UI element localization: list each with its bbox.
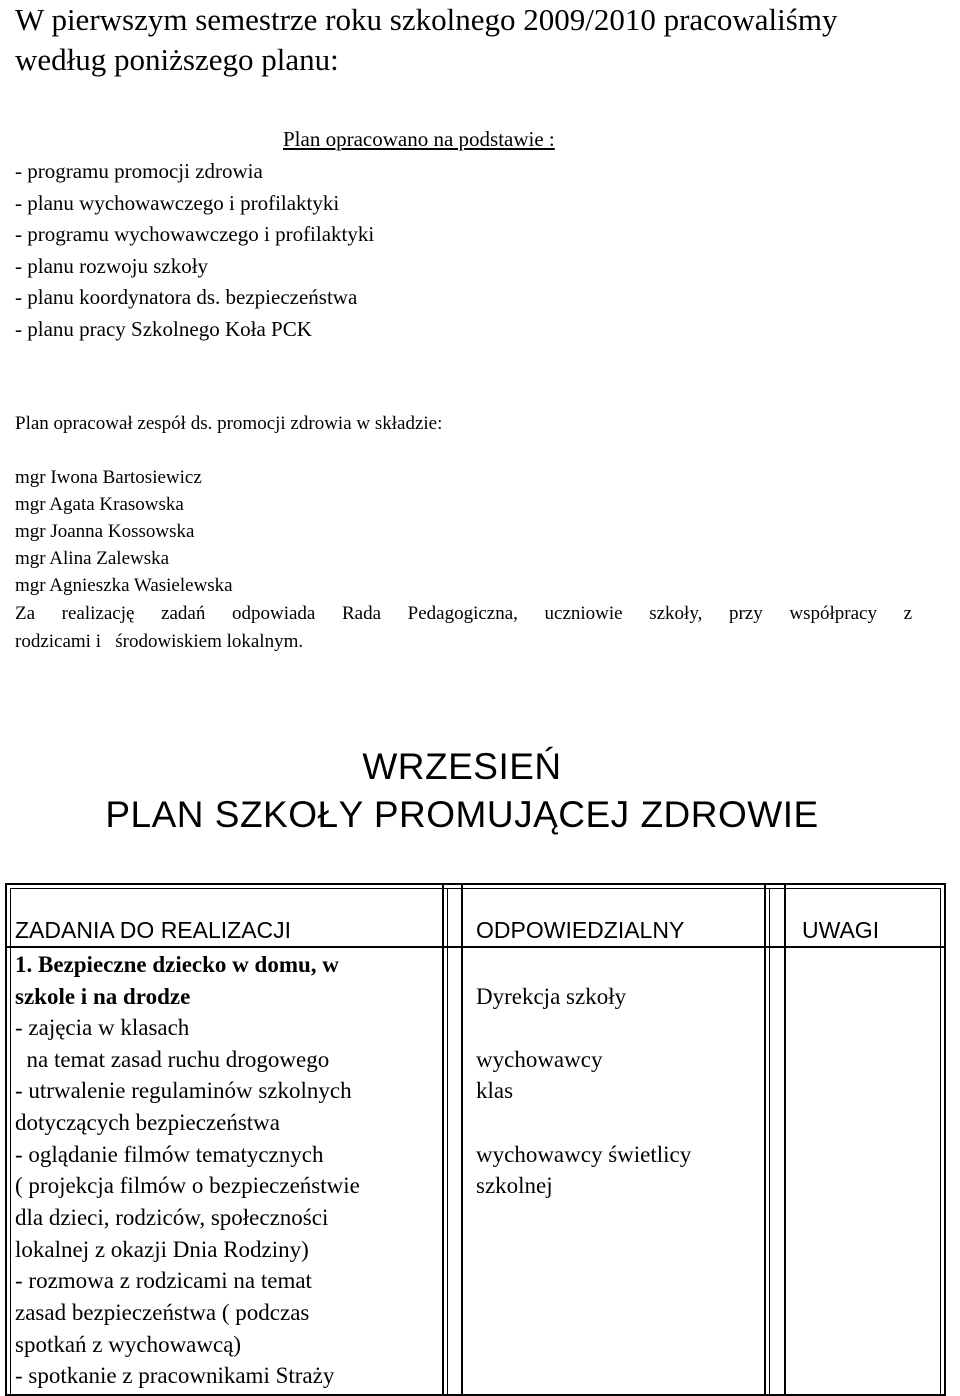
task-title-line-2: szkole i na drodze [15,984,191,1009]
table-col-divider-2-inner [769,888,770,1396]
task-line: - oglądanie filmów tematycznych [15,1142,324,1167]
task-line: dotyczących bezpieczeństwa [15,1110,280,1135]
task-line: - zajęcia w klasach [15,1015,190,1040]
responsibility-paragraph [15,600,912,656]
header-notes: UWAGI [802,917,880,943]
task-line: - spotkanie z pracownikami Straży [15,1363,335,1388]
table-col-divider-1 [442,883,444,1396]
team-member: mgr Joanna Kossowska [15,521,195,542]
list-item: - planu wychowawczego i profilaktyki [15,190,340,215]
task-line: - rozmowa z rodzicami na temat [15,1268,312,1293]
basis-heading: Plan opracowano na podstawie : [283,127,555,151]
responsible-line: wychowawcy [476,1047,603,1072]
table-col-divider-1b [461,883,463,1396]
task-line: na temat zasad ruchu drogowego [15,1047,330,1072]
responsible-line: wychowawcy świetlicy [476,1142,692,1167]
task-line: zasad bezpieczeństwa ( podczas [15,1300,310,1325]
list-item: - planu pracy Szkolnego Koła PCK [15,316,312,341]
responsible-line: szkolnej [476,1173,553,1198]
task-title-line-1: 1. Bezpieczne dziecko w domu, w [15,952,339,977]
intro-line-1: W pierwszym semestrze roku szkolnego 2009/2010 pracowaliśmy [15,2,838,37]
responsibility-line-1: Za realizację zadań odpowiada Rada Pedagogiczna, uczniowie szkoły, przy współpracy z [15,603,912,624]
team-member: mgr Agnieszka Wasielewska [15,575,233,596]
table-border-top [5,883,946,885]
responsibility-line-2: rodzicami i środowiskiem lokalnym. [15,631,304,652]
task-line: - utrwalenie regulaminów szkolnych [15,1078,352,1103]
table-border-left-inner [10,888,11,1396]
intro-line-2: według poniższego planu: [15,42,339,77]
header-responsible: ODPOWIEDZIALNY [476,917,685,943]
list-item: - planu rozwoju szkoły [15,253,209,278]
table-border-right [944,883,946,1396]
task-line: ( projekcja filmów o bezpieczeństwie [15,1173,360,1198]
table-border-left [5,883,7,1396]
table-col-divider-2b [784,883,786,1396]
basis-list [15,156,374,346]
header-tasks: ZADANIA DO REALIZACJI [15,917,292,943]
team-member: mgr Alina Zalewska [15,548,170,569]
table-col-divider-2 [764,883,766,1396]
table-border-top-inner [10,888,941,889]
table-col-divider-1-inner [447,888,448,1396]
task-line: lokalnej z okazji Dnia Rodziny) [15,1237,309,1262]
intro-paragraph [15,0,960,80]
task-line: dla dzieci, rodziców, społeczności [15,1205,329,1230]
list-item: - programu wychowawczego i profilaktyki [15,222,375,247]
responsible-line: klas [476,1078,514,1103]
list-item: - planu koordynatora ds. bezpieczeństwa [15,285,358,310]
team-members-list [15,464,233,599]
table-border-right-inner [940,888,941,1396]
team-heading: Plan opracował zespół ds. promocji zdrowia w składzie: [15,413,443,434]
team-member: mgr Agata Krasowska [15,494,184,515]
team-member: mgr Iwona Bartosiewicz [15,467,202,488]
plan-title: PLAN SZKOŁY PROMUJĄCEJ ZDROWIE [105,794,819,835]
responsible-line: Dyrekcja szkoły [476,984,627,1009]
month-title: WRZESIEŃ [362,746,562,787]
task-line: spotkań z wychowawcą) [15,1332,242,1357]
list-item: - programu promocji zdrowia [15,159,263,183]
